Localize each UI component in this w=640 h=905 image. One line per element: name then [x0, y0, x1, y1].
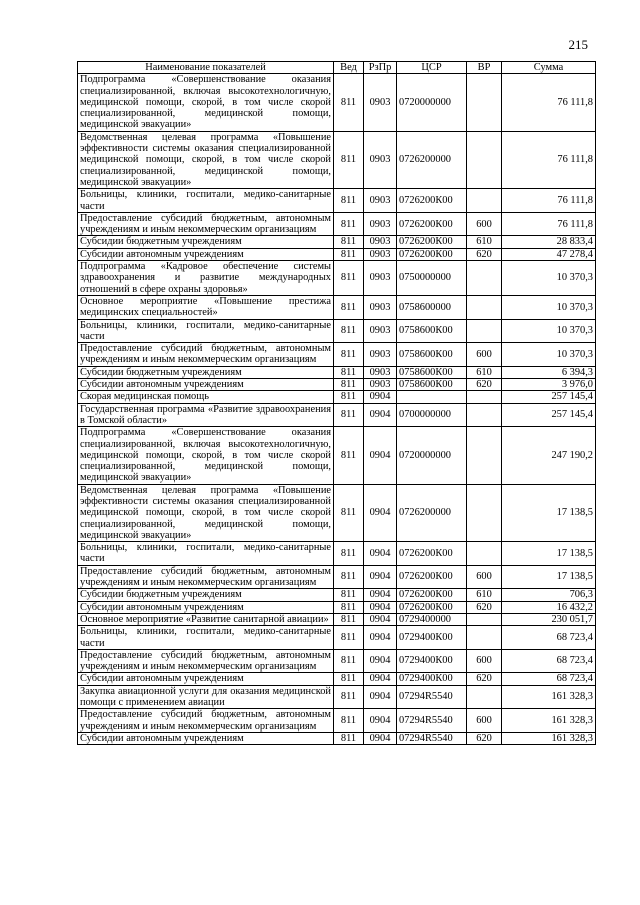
- table-row: [78, 542, 596, 566]
- cell-rzpr: 0904: [364, 484, 397, 541]
- header-sum: Сумма: [502, 62, 596, 74]
- cell-csr: 0726200К00: [397, 565, 467, 589]
- cell-sum: 47 278,4: [502, 248, 596, 260]
- cell-vr: [467, 427, 502, 484]
- cell-ved: 811: [334, 565, 364, 589]
- cell-ved: 811: [334, 484, 364, 541]
- cell-name: Предоставление субсидий бюджетным, автономным учреждениям и иным некоммерческим организациям: [78, 649, 334, 673]
- header-rzpr: РзПр: [364, 62, 397, 74]
- cell-ved: 811: [334, 673, 364, 685]
- table-row: [78, 709, 596, 733]
- cell-name: Предоставление субсидий бюджетным, автономным учреждениям и иным некоммерческим организациям: [78, 343, 334, 367]
- cell-vr: 600: [467, 343, 502, 367]
- cell-name: Ведомственная целевая программа «Повышение эффективности системы оказания специализированной медицинской помощи, скорой, в том числе скорой специализированной, медицинской помощи, медицинской эвакуации»: [78, 484, 334, 541]
- cell-rzpr: 0904: [364, 649, 397, 673]
- cell-sum: 68 723,4: [502, 673, 596, 685]
- cell-vr: [467, 484, 502, 541]
- cell-rzpr: 0903: [364, 343, 397, 367]
- cell-csr: 0726200К00: [397, 236, 467, 248]
- cell-name: Субсидии автономным учреждениям: [78, 732, 334, 744]
- cell-name: Субсидии бюджетным учреждениям: [78, 589, 334, 601]
- cell-csr: 0758600К00: [397, 319, 467, 343]
- cell-vr: 620: [467, 248, 502, 260]
- cell-csr: 07294R5540: [397, 709, 467, 733]
- table-row: [78, 295, 596, 319]
- budget-table: [77, 61, 596, 745]
- cell-rzpr: 0904: [364, 601, 397, 613]
- cell-vr: 600: [467, 649, 502, 673]
- cell-csr: 0726200000: [397, 131, 467, 188]
- cell-vr: [467, 131, 502, 188]
- cell-name: Субсидии автономным учреждениям: [78, 248, 334, 260]
- cell-name: Субсидии автономным учреждениям: [78, 673, 334, 685]
- cell-sum: 161 328,3: [502, 732, 596, 744]
- cell-vr: 620: [467, 732, 502, 744]
- cell-ved: 811: [334, 542, 364, 566]
- table-row: [78, 319, 596, 343]
- cell-vr: [467, 685, 502, 709]
- cell-vr: 620: [467, 601, 502, 613]
- cell-ved: 811: [334, 613, 364, 625]
- cell-rzpr: 0904: [364, 427, 397, 484]
- cell-rzpr: 0903: [364, 189, 397, 213]
- cell-vr: 620: [467, 673, 502, 685]
- cell-vr: [467, 542, 502, 566]
- table-row: [78, 565, 596, 589]
- cell-csr: 07294R5540: [397, 732, 467, 744]
- cell-vr: 610: [467, 366, 502, 378]
- table-row: [78, 403, 596, 427]
- header-csr: ЦСР: [397, 62, 467, 74]
- cell-name: Больницы, клиники, госпитали, медико-санитарные части: [78, 189, 334, 213]
- cell-sum: 17 138,5: [502, 565, 596, 589]
- cell-ved: 811: [334, 685, 364, 709]
- cell-vr: [467, 261, 502, 296]
- cell-rzpr: 0904: [364, 685, 397, 709]
- cell-name: Субсидии автономным учреждениям: [78, 601, 334, 613]
- cell-rzpr: 0903: [364, 212, 397, 236]
- cell-name: Подпрограмма «Совершенствование оказания специализированной, включая высокотехнологичную, медицинской помощи, скорой, в том числе скорой специализированной, медицинской помощи, медицинской эвакуации»: [78, 74, 334, 131]
- cell-csr: 0700000000: [397, 403, 467, 427]
- cell-csr: 0758600К00: [397, 343, 467, 367]
- table-row: [78, 236, 596, 248]
- cell-sum: 247 190,2: [502, 427, 596, 484]
- cell-ved: 811: [334, 319, 364, 343]
- table-row: [78, 427, 596, 484]
- cell-csr: 0758600К00: [397, 379, 467, 391]
- cell-sum: 76 111,8: [502, 74, 596, 131]
- cell-name: Государственная программа «Развитие здравоохранения в Томской области»: [78, 403, 334, 427]
- cell-csr: 0726200К00: [397, 589, 467, 601]
- cell-name: Основное мероприятие «Повышение престижа медицинских специальностей»: [78, 295, 334, 319]
- cell-name: Предоставление субсидий бюджетным, автономным учреждениям и иным некоммерческим организациям: [78, 709, 334, 733]
- cell-rzpr: 0903: [364, 236, 397, 248]
- table-row: [78, 248, 596, 260]
- table-row: [78, 261, 596, 296]
- cell-sum: 10 370,3: [502, 319, 596, 343]
- cell-ved: 811: [334, 379, 364, 391]
- cell-name: Субсидии автономным учреждениям: [78, 379, 334, 391]
- cell-rzpr: 0903: [364, 261, 397, 296]
- cell-csr: 0729400К00: [397, 626, 467, 650]
- table-row: [78, 685, 596, 709]
- cell-sum: 76 111,8: [502, 212, 596, 236]
- cell-ved: 811: [334, 649, 364, 673]
- cell-ved: 811: [334, 261, 364, 296]
- cell-csr: 0758600000: [397, 295, 467, 319]
- cell-rzpr: 0903: [364, 131, 397, 188]
- cell-ved: 811: [334, 427, 364, 484]
- cell-name: Закупка авиационной услуги для оказания медицинской помощи с применением авиации: [78, 685, 334, 709]
- cell-vr: 610: [467, 589, 502, 601]
- cell-vr: [467, 319, 502, 343]
- cell-vr: [467, 391, 502, 403]
- cell-sum: 17 138,5: [502, 542, 596, 566]
- cell-sum: 10 370,3: [502, 295, 596, 319]
- cell-sum: 68 723,4: [502, 626, 596, 650]
- cell-ved: 811: [334, 391, 364, 403]
- cell-sum: 76 111,8: [502, 131, 596, 188]
- cell-vr: [467, 626, 502, 650]
- cell-ved: 811: [334, 366, 364, 378]
- cell-sum: 3 976,0: [502, 379, 596, 391]
- cell-vr: [467, 403, 502, 427]
- cell-csr: [397, 391, 467, 403]
- cell-ved: 811: [334, 403, 364, 427]
- cell-vr: [467, 74, 502, 131]
- table-row: [78, 589, 596, 601]
- cell-rzpr: 0903: [364, 295, 397, 319]
- cell-ved: 811: [334, 601, 364, 613]
- cell-ved: 811: [334, 295, 364, 319]
- cell-rzpr: 0903: [364, 248, 397, 260]
- cell-name: Предоставление субсидий бюджетным, автономным учреждениям и иным некоммерческим организациям: [78, 212, 334, 236]
- cell-csr: 07294R5540: [397, 685, 467, 709]
- cell-rzpr: 0903: [364, 379, 397, 391]
- cell-ved: 811: [334, 212, 364, 236]
- cell-name: Ведомственная целевая программа «Повышение эффективности системы оказания специализированной медицинской помощи, скорой, в том числе скорой специализированной, медицинской помощи, медицинской эвакуации»: [78, 131, 334, 188]
- table-row: [78, 212, 596, 236]
- cell-ved: 811: [334, 589, 364, 601]
- cell-csr: 0726200000: [397, 484, 467, 541]
- cell-vr: 620: [467, 379, 502, 391]
- table-row: [78, 613, 596, 625]
- cell-ved: 811: [334, 236, 364, 248]
- table-row: [78, 189, 596, 213]
- cell-sum: 10 370,3: [502, 343, 596, 367]
- cell-vr: 600: [467, 709, 502, 733]
- cell-rzpr: 0903: [364, 319, 397, 343]
- cell-csr: 0750000000: [397, 261, 467, 296]
- cell-name: Больницы, клиники, госпитали, медико-санитарные части: [78, 319, 334, 343]
- cell-rzpr: 0904: [364, 673, 397, 685]
- cell-sum: 16 432,2: [502, 601, 596, 613]
- cell-name: Подпрограмма «Кадровое обеспечение системы здравоохранения и развитие международных отношений в сфере охраны здоровья»: [78, 261, 334, 296]
- cell-ved: 811: [334, 74, 364, 131]
- cell-sum: 10 370,3: [502, 261, 596, 296]
- cell-vr: [467, 189, 502, 213]
- cell-name: Субсидии бюджетным учреждениям: [78, 236, 334, 248]
- cell-vr: [467, 613, 502, 625]
- cell-rzpr: 0904: [364, 403, 397, 427]
- page-number: 215: [568, 37, 588, 52]
- table-row: [78, 131, 596, 188]
- cell-csr: 0720000000: [397, 427, 467, 484]
- cell-ved: 811: [334, 189, 364, 213]
- cell-csr: 0729400К00: [397, 673, 467, 685]
- cell-csr: 0726200К00: [397, 542, 467, 566]
- table-row: [78, 391, 596, 403]
- cell-ved: 811: [334, 343, 364, 367]
- cell-sum: 706,3: [502, 589, 596, 601]
- table-body: [78, 74, 596, 745]
- cell-vr: 600: [467, 565, 502, 589]
- cell-csr: 0720000000: [397, 74, 467, 131]
- table-row: [78, 366, 596, 378]
- cell-name: Субсидии бюджетным учреждениям: [78, 366, 334, 378]
- cell-sum: 76 111,8: [502, 189, 596, 213]
- cell-ved: 811: [334, 131, 364, 188]
- cell-name: Больницы, клиники, госпитали, медико-санитарные части: [78, 542, 334, 566]
- cell-sum: 257 145,4: [502, 391, 596, 403]
- cell-vr: 600: [467, 212, 502, 236]
- cell-sum: 161 328,3: [502, 685, 596, 709]
- cell-csr: 0726200К00: [397, 212, 467, 236]
- table-row: [78, 649, 596, 673]
- cell-csr: 0726200К00: [397, 248, 467, 260]
- cell-rzpr: 0904: [364, 732, 397, 744]
- table-row: [78, 626, 596, 650]
- table-row: [78, 74, 596, 131]
- cell-ved: 811: [334, 248, 364, 260]
- cell-ved: 811: [334, 709, 364, 733]
- cell-rzpr: 0903: [364, 366, 397, 378]
- table-row: [78, 673, 596, 685]
- table-row: [78, 484, 596, 541]
- cell-csr: 0729400000: [397, 613, 467, 625]
- cell-ved: 811: [334, 732, 364, 744]
- table-row: [78, 732, 596, 744]
- cell-name: Подпрограмма «Совершенствование оказания специализированной, включая высокотехнологичную, медицинской помощи, скорой, в том числе скорой специализированной, медицинской помощи, медицинской эвакуации»: [78, 427, 334, 484]
- cell-name: Предоставление субсидий бюджетным, автономным учреждениям и иным некоммерческим организациям: [78, 565, 334, 589]
- cell-rzpr: 0904: [364, 565, 397, 589]
- cell-sum: 68 723,4: [502, 649, 596, 673]
- cell-sum: 230 051,7: [502, 613, 596, 625]
- table-row: [78, 379, 596, 391]
- cell-name: Больницы, клиники, госпитали, медико-санитарные части: [78, 626, 334, 650]
- cell-sum: 6 394,3: [502, 366, 596, 378]
- cell-vr: 610: [467, 236, 502, 248]
- cell-name: Основное мероприятие «Развитие санитарной авиации»: [78, 613, 334, 625]
- cell-rzpr: 0904: [364, 589, 397, 601]
- table-header-row: [78, 62, 596, 74]
- header-ved: Вед: [334, 62, 364, 74]
- table-row: [78, 601, 596, 613]
- cell-rzpr: 0904: [364, 626, 397, 650]
- cell-csr: 0726200К00: [397, 601, 467, 613]
- cell-sum: 257 145,4: [502, 403, 596, 427]
- cell-rzpr: 0904: [364, 391, 397, 403]
- cell-sum: 28 833,4: [502, 236, 596, 248]
- cell-rzpr: 0904: [364, 542, 397, 566]
- header-vr: ВР: [467, 62, 502, 74]
- cell-name: Скорая медицинская помощь: [78, 391, 334, 403]
- cell-csr: 0758600К00: [397, 366, 467, 378]
- cell-csr: 0726200К00: [397, 189, 467, 213]
- cell-sum: 17 138,5: [502, 484, 596, 541]
- cell-csr: 0729400К00: [397, 649, 467, 673]
- cell-vr: [467, 295, 502, 319]
- cell-ved: 811: [334, 626, 364, 650]
- cell-rzpr: 0904: [364, 709, 397, 733]
- table-row: [78, 343, 596, 367]
- cell-rzpr: 0903: [364, 74, 397, 131]
- header-name: Наименование показателей: [78, 62, 334, 74]
- cell-rzpr: 0904: [364, 613, 397, 625]
- cell-sum: 161 328,3: [502, 709, 596, 733]
